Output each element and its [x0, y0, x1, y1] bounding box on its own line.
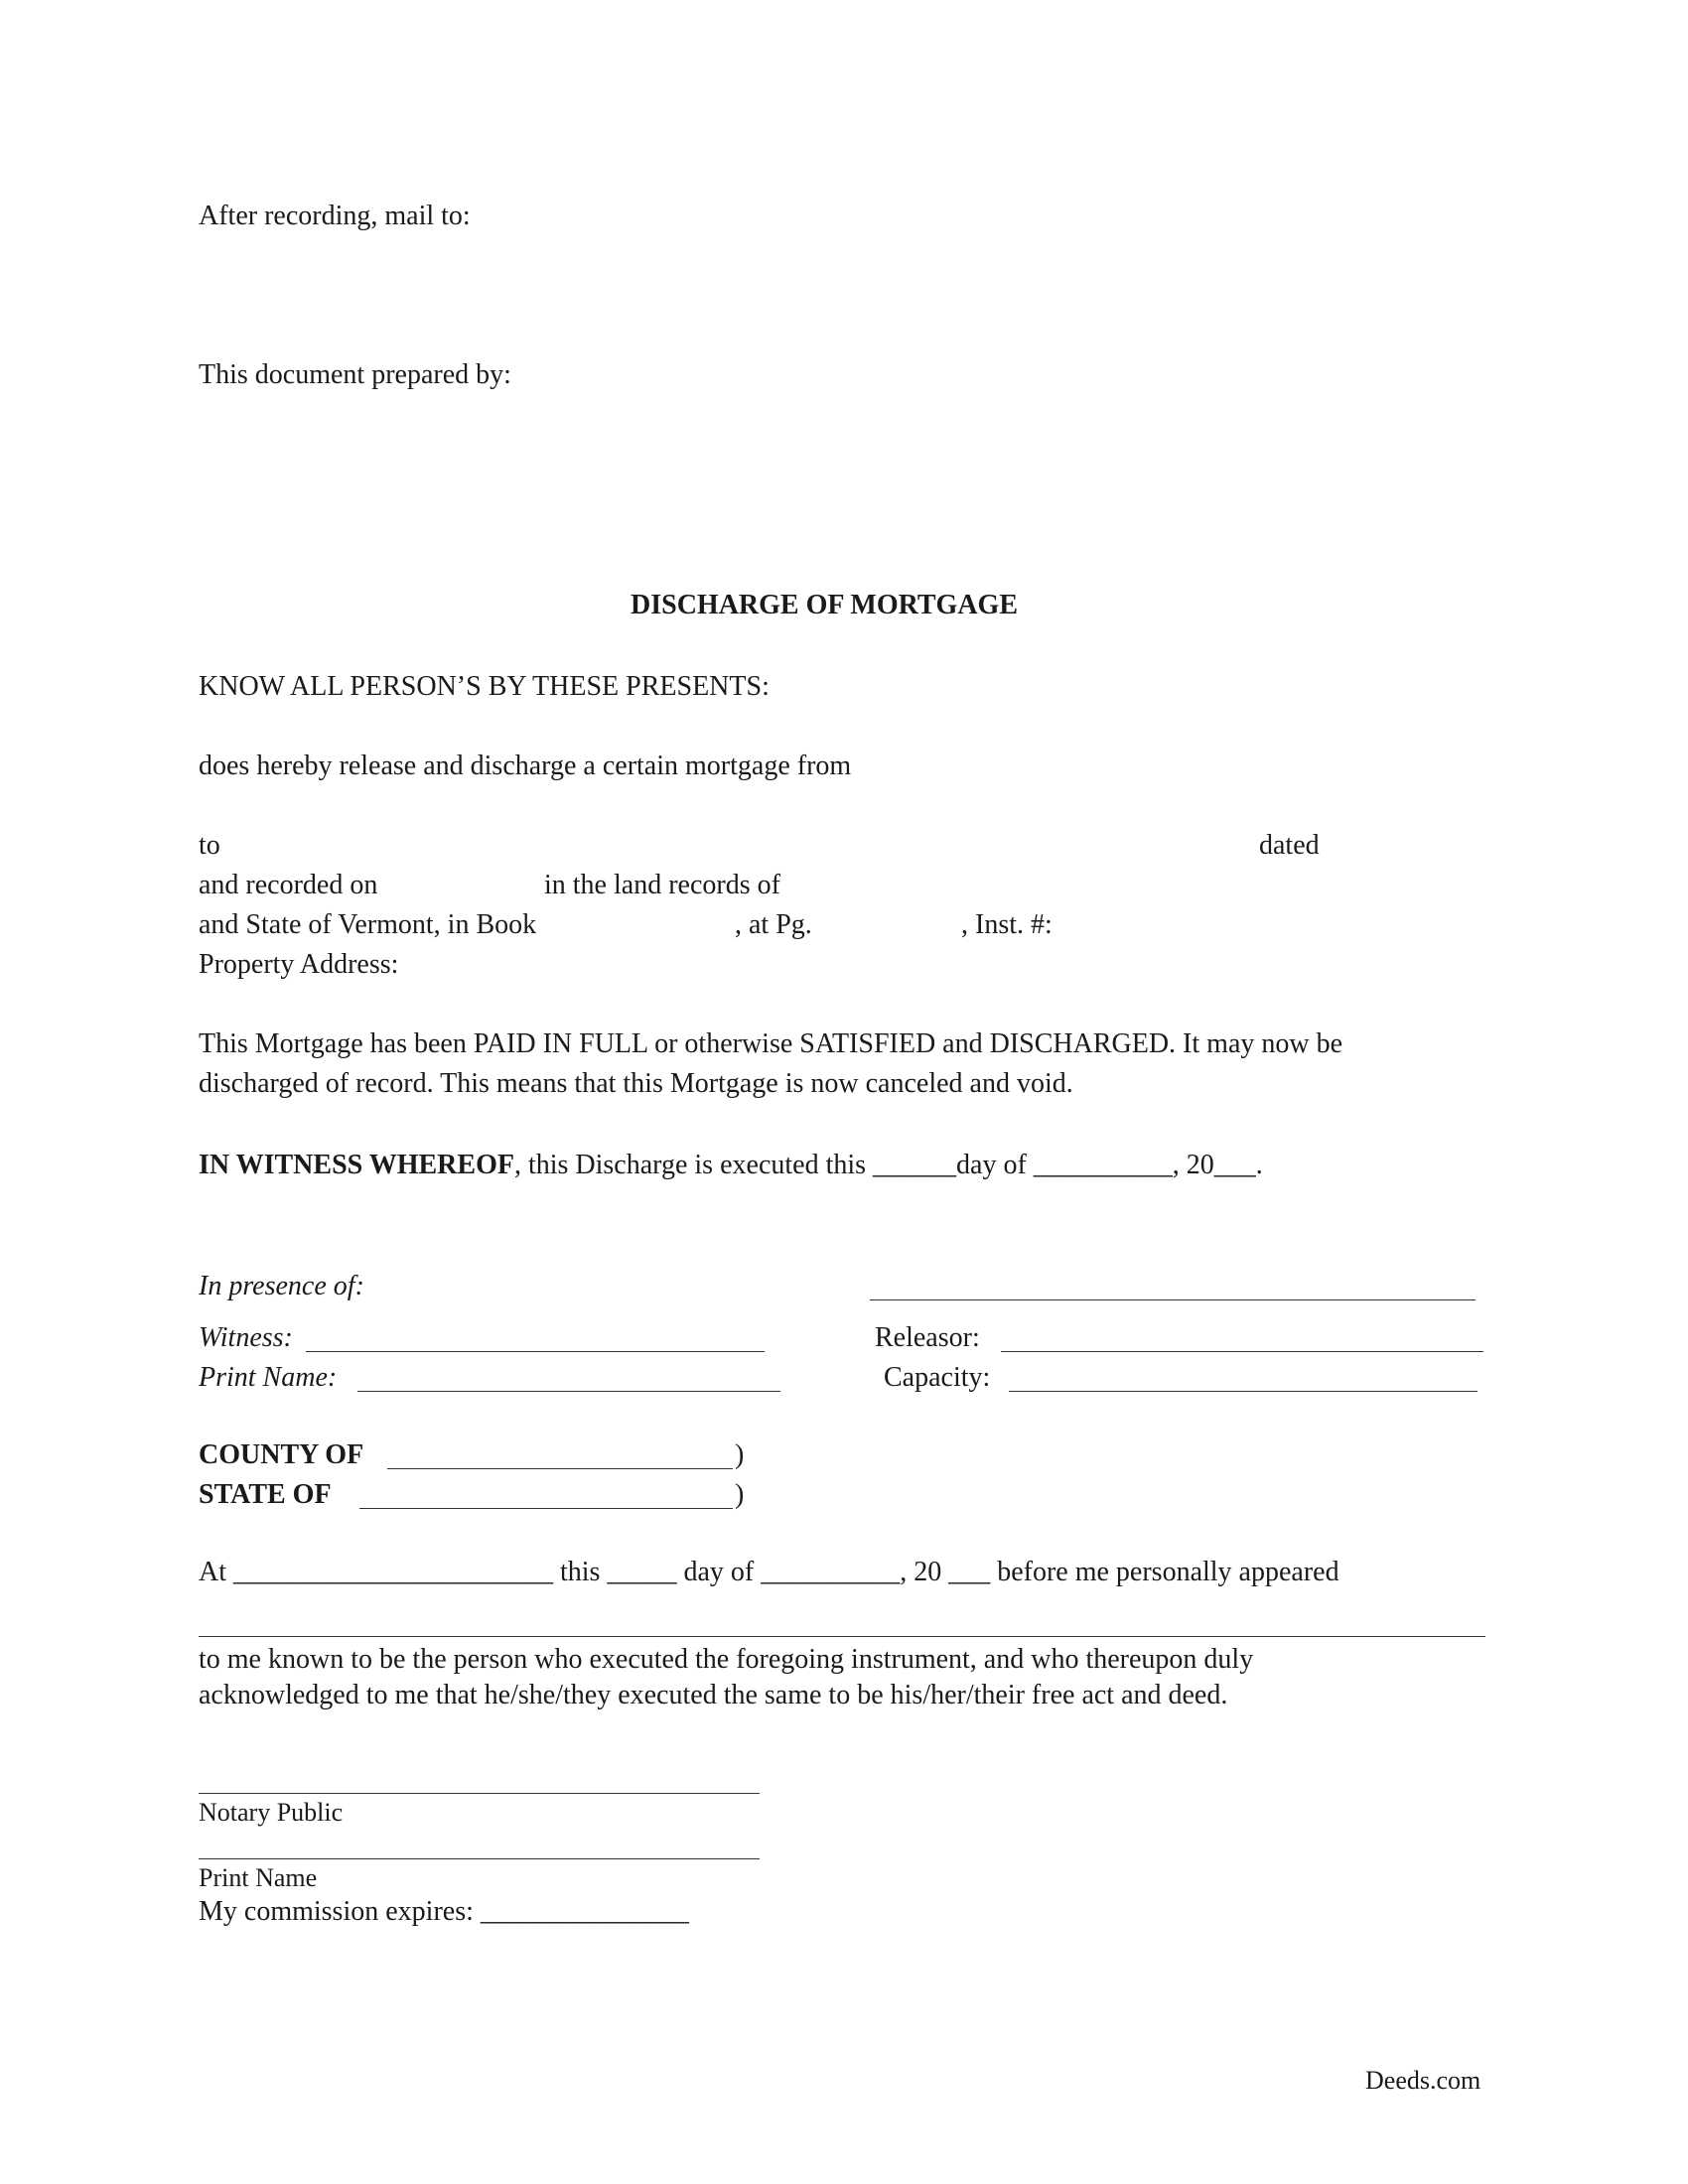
state-label: STATE OF [199, 1479, 332, 1510]
mail-to-label: After recording, mail to: [199, 201, 471, 231]
recorded-on-label: and recorded on [199, 870, 378, 900]
capacity-label: Capacity: [884, 1362, 991, 1393]
county-line[interactable] [387, 1468, 733, 1469]
at-pg-label: , at Pg. [735, 909, 812, 940]
witness-clause-bold: IN WITNESS WHEREOF [199, 1150, 514, 1180]
dated-label: dated [1259, 830, 1320, 861]
witness-clause [199, 1148, 1263, 1183]
witness-clause-rest: , this Discharge is executed this ______day of __________, 20___. [513, 1150, 1263, 1180]
print-name-label: Print Name: [199, 1362, 338, 1393]
paid-line-2: discharged of record. This means that this Mortgage is now canceled and void. [199, 1068, 1073, 1099]
releasor-label: Releasor: [875, 1322, 980, 1353]
acknowledgment-line-1: to me known to be the person who executed the foregoing instrument, and who thereupon duly [199, 1644, 1254, 1675]
release-line: does hereby release and discharge a certain mortgage from [199, 751, 852, 781]
state-line[interactable] [359, 1508, 733, 1509]
notary-print-name-label: Print Name [199, 1863, 318, 1892]
county-paren: ) [735, 1439, 745, 1470]
property-address-label: Property Address: [199, 949, 399, 980]
acknowledgment-at-line: At _______________________ this _____ day of __________, 20 ___ before me personally appeared [199, 1557, 1339, 1587]
capacity-line[interactable] [1009, 1391, 1477, 1392]
prepared-by-label: This document prepared by: [199, 359, 511, 390]
intro-line: KNOW ALL PERSON’S BY THESE PRESENTS: [199, 671, 770, 702]
notary-public-label: Notary Public [199, 1798, 344, 1827]
document-title: DISCHARGE OF MORTGAGE [631, 590, 1019, 620]
state-book-label: and State of Vermont, in Book [199, 909, 537, 940]
state-paren: ) [735, 1479, 745, 1510]
witness-label: Witness: [199, 1322, 293, 1353]
witness-signature-line[interactable] [306, 1351, 765, 1352]
county-label: COUNTY OF [199, 1439, 364, 1470]
print-name-line[interactable] [357, 1391, 780, 1392]
releasor-signature-line[interactable] [1001, 1351, 1483, 1352]
in-presence-label: In presence of: [199, 1271, 364, 1301]
releasor-top-signature-line[interactable] [870, 1299, 1476, 1300]
footer-brand: Deeds.com [1365, 2066, 1481, 2095]
appeared-name-line[interactable] [199, 1636, 1485, 1637]
to-label: to [199, 830, 220, 861]
commission-expires-line: My commission expires: _______________ [199, 1896, 689, 1927]
notary-print-name-line[interactable] [199, 1858, 760, 1859]
inst-label: , Inst. #: [961, 909, 1053, 940]
paid-line-1: This Mortgage has been PAID IN FULL or otherwise SATISFIED and DISCHARGED. It may now be [199, 1028, 1343, 1059]
acknowledgment-line-2: acknowledged to me that he/she/they executed the same to be his/her/their free act and deed. [199, 1680, 1228, 1710]
notary-signature-line[interactable] [199, 1793, 760, 1794]
land-records-label: in the land records of [544, 870, 780, 900]
